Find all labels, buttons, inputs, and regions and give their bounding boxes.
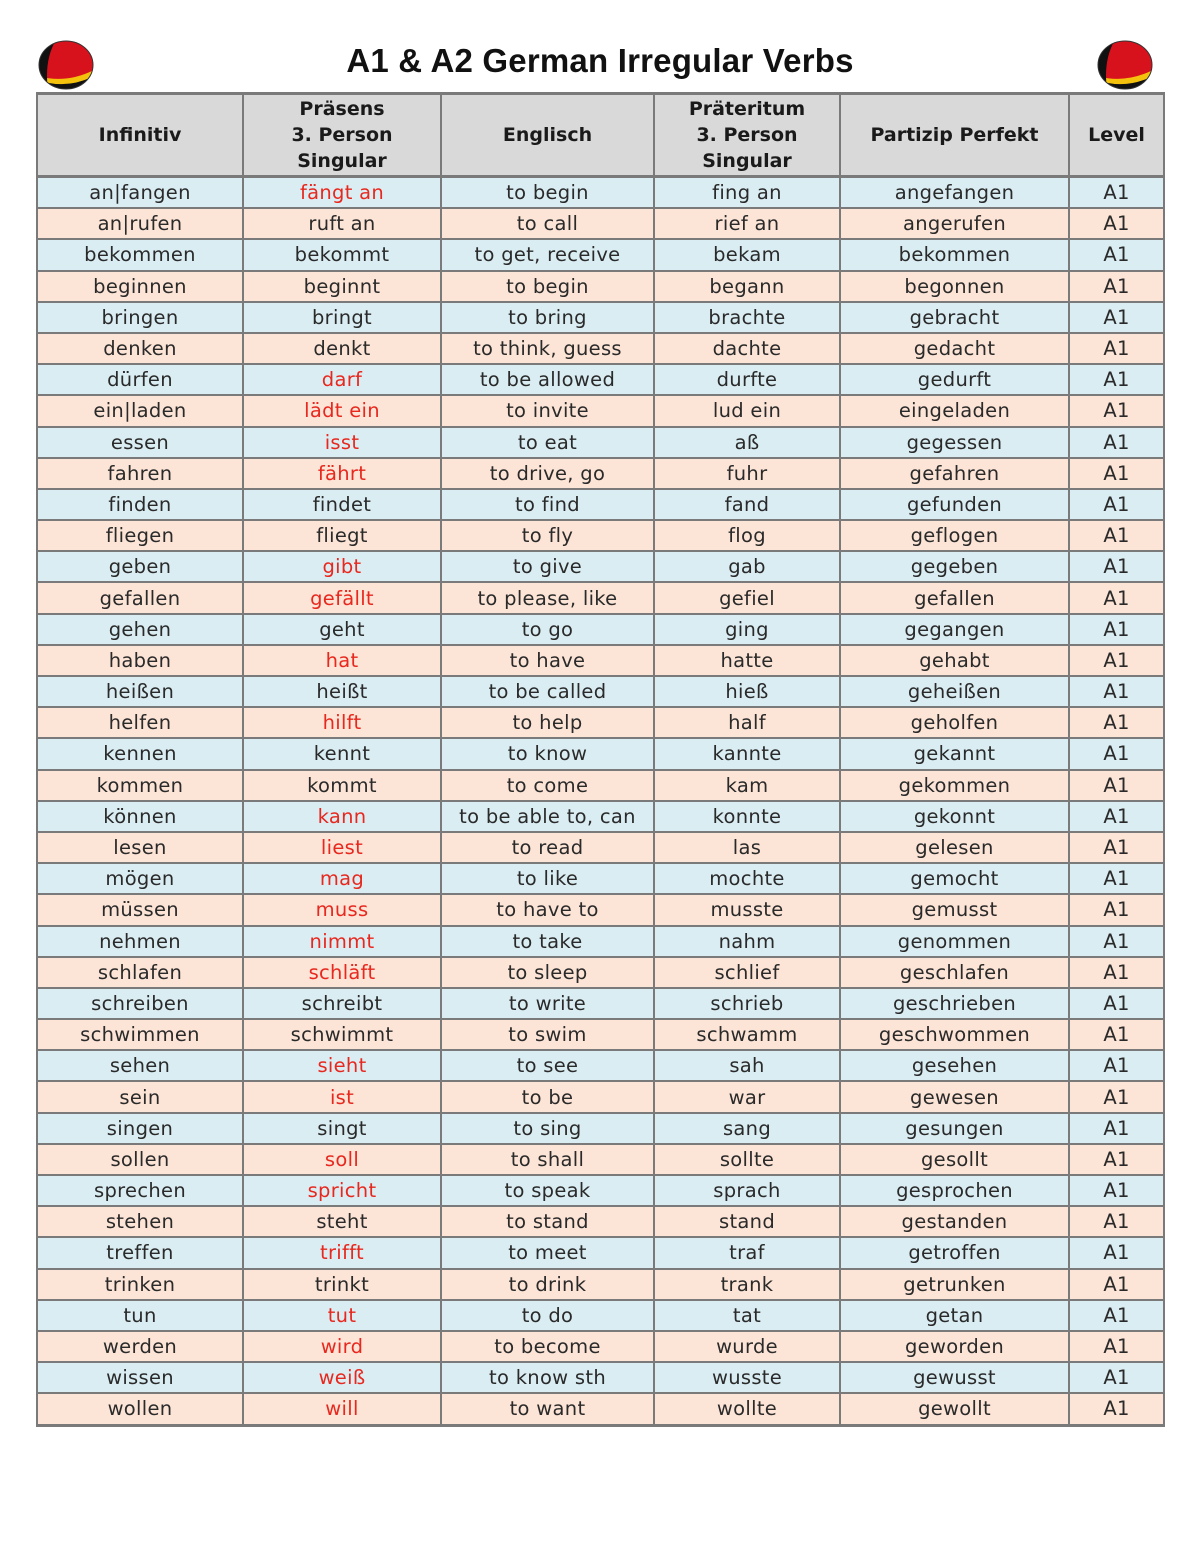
- cell-level: A1: [1069, 1300, 1164, 1331]
- table-row: [37, 1331, 1164, 1362]
- cell-praeteritum: kam: [654, 770, 840, 801]
- table-row: [37, 1393, 1164, 1425]
- cell-level: A1: [1069, 832, 1164, 863]
- cell-praeteritum: dachte: [654, 333, 840, 364]
- table-body: [37, 177, 1164, 1426]
- cell-infinitiv: essen: [37, 427, 243, 458]
- cell-praesens: spricht: [243, 1175, 441, 1206]
- cell-infinitiv: gehen: [37, 614, 243, 645]
- table-row: [37, 957, 1164, 988]
- cell-englisch: to drink: [441, 1269, 654, 1300]
- cell-infinitiv: schwimmen: [37, 1019, 243, 1050]
- cell-partizip-perfekt: genommen: [840, 926, 1069, 957]
- cell-praeteritum: gab: [654, 551, 840, 582]
- cell-praeteritum: nahm: [654, 926, 840, 957]
- cell-praesens: hilft: [243, 707, 441, 738]
- cell-englisch: to go: [441, 614, 654, 645]
- cell-praesens: tut: [243, 1300, 441, 1331]
- header-englisch: Englisch: [441, 94, 654, 177]
- cell-englisch: to be called: [441, 676, 654, 707]
- cell-praesens: bekommt: [243, 239, 441, 270]
- table-row: [37, 707, 1164, 738]
- cell-level: A1: [1069, 364, 1164, 395]
- table-row: [37, 395, 1164, 426]
- cell-infinitiv: an|rufen: [37, 208, 243, 239]
- cell-praesens: fährt: [243, 458, 441, 489]
- cell-englisch: to like: [441, 863, 654, 894]
- cell-infinitiv: sprechen: [37, 1175, 243, 1206]
- cell-infinitiv: müssen: [37, 894, 243, 925]
- cell-partizip-perfekt: gefahren: [840, 458, 1069, 489]
- cell-praeteritum: sah: [654, 1050, 840, 1081]
- cell-partizip-perfekt: gebracht: [840, 302, 1069, 333]
- cell-level: A1: [1069, 458, 1164, 489]
- cell-infinitiv: mögen: [37, 863, 243, 894]
- cell-praeteritum: schlief: [654, 957, 840, 988]
- cell-englisch: to write: [441, 988, 654, 1019]
- cell-infinitiv: schlafen: [37, 957, 243, 988]
- cell-praeteritum: wusste: [654, 1362, 840, 1393]
- cell-englisch: to take: [441, 926, 654, 957]
- cell-partizip-perfekt: gedurft: [840, 364, 1069, 395]
- cell-praesens: hat: [243, 645, 441, 676]
- cell-infinitiv: wollen: [37, 1393, 243, 1425]
- cell-praesens: geht: [243, 614, 441, 645]
- cell-englisch: to get, receive: [441, 239, 654, 270]
- table-row: [37, 738, 1164, 769]
- table-row: [37, 489, 1164, 520]
- cell-partizip-perfekt: angefangen: [840, 177, 1069, 209]
- cell-praeteritum: wollte: [654, 1393, 840, 1425]
- cell-englisch: to drive, go: [441, 458, 654, 489]
- cell-infinitiv: ein|laden: [37, 395, 243, 426]
- table-row: [37, 427, 1164, 458]
- cell-praesens: schwimmt: [243, 1019, 441, 1050]
- cell-partizip-perfekt: gegeben: [840, 551, 1069, 582]
- cell-level: A1: [1069, 427, 1164, 458]
- table-row: [37, 645, 1164, 676]
- cell-praeteritum: begann: [654, 271, 840, 302]
- cell-praeteritum: trank: [654, 1269, 840, 1300]
- cell-level: A1: [1069, 1269, 1164, 1300]
- cell-level: A1: [1069, 894, 1164, 925]
- cell-englisch: to meet: [441, 1237, 654, 1268]
- cell-praesens: lädt ein: [243, 395, 441, 426]
- cell-englisch: to be: [441, 1081, 654, 1112]
- table-row: [37, 863, 1164, 894]
- table-row: [37, 208, 1164, 239]
- cell-englisch: to give: [441, 551, 654, 582]
- table-row: [37, 582, 1164, 613]
- cell-englisch: to want: [441, 1393, 654, 1425]
- cell-praesens: sieht: [243, 1050, 441, 1081]
- cell-level: A1: [1069, 1081, 1164, 1112]
- cell-praesens: trinkt: [243, 1269, 441, 1300]
- cell-praesens: steht: [243, 1206, 441, 1237]
- cell-level: A1: [1069, 770, 1164, 801]
- table-row: [37, 1050, 1164, 1081]
- cell-level: A1: [1069, 333, 1164, 364]
- cell-level: A1: [1069, 1144, 1164, 1175]
- cell-infinitiv: geben: [37, 551, 243, 582]
- cell-partizip-perfekt: gestanden: [840, 1206, 1069, 1237]
- cell-partizip-perfekt: gemusst: [840, 894, 1069, 925]
- cell-praeteritum: gefiel: [654, 582, 840, 613]
- cell-level: A1: [1069, 177, 1164, 209]
- cell-partizip-perfekt: gefunden: [840, 489, 1069, 520]
- cell-englisch: to have: [441, 645, 654, 676]
- cell-level: A1: [1069, 1050, 1164, 1081]
- cell-infinitiv: dürfen: [37, 364, 243, 395]
- cell-level: A1: [1069, 926, 1164, 957]
- cell-infinitiv: fahren: [37, 458, 243, 489]
- table-row: [37, 832, 1164, 863]
- header-infinitiv: Infinitiv: [37, 94, 243, 177]
- german-flag-logo-icon: [1097, 40, 1153, 90]
- cell-level: A1: [1069, 271, 1164, 302]
- cell-praeteritum: tat: [654, 1300, 840, 1331]
- cell-englisch: to know: [441, 738, 654, 769]
- cell-praesens: trifft: [243, 1237, 441, 1268]
- cell-englisch: to fly: [441, 520, 654, 551]
- cell-praesens: schreibt: [243, 988, 441, 1019]
- table-row: [37, 1300, 1164, 1331]
- cell-level: A1: [1069, 395, 1164, 426]
- cell-infinitiv: singen: [37, 1113, 243, 1144]
- cell-level: A1: [1069, 239, 1164, 270]
- table-row: [37, 1175, 1164, 1206]
- cell-praeteritum: kannte: [654, 738, 840, 769]
- cell-partizip-perfekt: geschrieben: [840, 988, 1069, 1019]
- table-row: [37, 364, 1164, 395]
- table-row: [37, 770, 1164, 801]
- cell-infinitiv: werden: [37, 1331, 243, 1362]
- cell-partizip-perfekt: getrunken: [840, 1269, 1069, 1300]
- cell-praesens: kennt: [243, 738, 441, 769]
- table-row: [37, 271, 1164, 302]
- cell-praesens: will: [243, 1393, 441, 1425]
- cell-praesens: gefällt: [243, 582, 441, 613]
- table-row: [37, 1206, 1164, 1237]
- cell-partizip-perfekt: gegangen: [840, 614, 1069, 645]
- header-level: Level: [1069, 94, 1164, 177]
- cell-praesens: mag: [243, 863, 441, 894]
- table-row: [37, 1362, 1164, 1393]
- cell-englisch: to read: [441, 832, 654, 863]
- header-praesens: Präsens 3. Person Singular: [243, 94, 441, 177]
- cell-level: A1: [1069, 582, 1164, 613]
- cell-infinitiv: nehmen: [37, 926, 243, 957]
- cell-englisch: to have to: [441, 894, 654, 925]
- cell-englisch: to please, like: [441, 582, 654, 613]
- cell-infinitiv: sein: [37, 1081, 243, 1112]
- cell-level: A1: [1069, 614, 1164, 645]
- cell-partizip-perfekt: gehabt: [840, 645, 1069, 676]
- cell-partizip-perfekt: geschwommen: [840, 1019, 1069, 1050]
- cell-level: A1: [1069, 1393, 1164, 1425]
- cell-englisch: to find: [441, 489, 654, 520]
- table-row: [37, 302, 1164, 333]
- cell-infinitiv: schreiben: [37, 988, 243, 1019]
- cell-praesens: fängt an: [243, 177, 441, 209]
- cell-level: A1: [1069, 208, 1164, 239]
- cell-praesens: isst: [243, 427, 441, 458]
- cell-level: A1: [1069, 1175, 1164, 1206]
- cell-praesens: kann: [243, 801, 441, 832]
- cell-praesens: wird: [243, 1331, 441, 1362]
- cell-praeteritum: fing an: [654, 177, 840, 209]
- cell-level: A1: [1069, 1206, 1164, 1237]
- cell-englisch: to swim: [441, 1019, 654, 1050]
- cell-englisch: to sleep: [441, 957, 654, 988]
- cell-infinitiv: können: [37, 801, 243, 832]
- cell-englisch: to stand: [441, 1206, 654, 1237]
- header-praeteritum: Präteritum 3. Person Singular: [654, 94, 840, 177]
- cell-praeteritum: fuhr: [654, 458, 840, 489]
- cell-infinitiv: wissen: [37, 1362, 243, 1393]
- cell-praeteritum: war: [654, 1081, 840, 1112]
- cell-level: A1: [1069, 551, 1164, 582]
- cell-partizip-perfekt: geheißen: [840, 676, 1069, 707]
- cell-praeteritum: las: [654, 832, 840, 863]
- cell-praeteritum: schwamm: [654, 1019, 840, 1050]
- cell-englisch: to help: [441, 707, 654, 738]
- cell-partizip-perfekt: bekommen: [840, 239, 1069, 270]
- cell-partizip-perfekt: gesungen: [840, 1113, 1069, 1144]
- cell-partizip-perfekt: gesehen: [840, 1050, 1069, 1081]
- cell-praeteritum: sang: [654, 1113, 840, 1144]
- cell-praeteritum: sprach: [654, 1175, 840, 1206]
- cell-praesens: schläft: [243, 957, 441, 988]
- cell-praesens: liest: [243, 832, 441, 863]
- table-row: [37, 520, 1164, 551]
- cell-praeteritum: sollte: [654, 1144, 840, 1175]
- table-row: [37, 676, 1164, 707]
- cell-infinitiv: treffen: [37, 1237, 243, 1268]
- cell-partizip-perfekt: begonnen: [840, 271, 1069, 302]
- cell-infinitiv: an|fangen: [37, 177, 243, 209]
- page-header: [0, 0, 1200, 92]
- table-row: [37, 801, 1164, 832]
- cell-level: A1: [1069, 863, 1164, 894]
- cell-level: A1: [1069, 645, 1164, 676]
- cell-praeteritum: stand: [654, 1206, 840, 1237]
- table-row: [37, 1081, 1164, 1112]
- cell-partizip-perfekt: gesprochen: [840, 1175, 1069, 1206]
- cell-praesens: heißt: [243, 676, 441, 707]
- cell-praeteritum: hieß: [654, 676, 840, 707]
- cell-englisch: to begin: [441, 177, 654, 209]
- cell-praesens: fliegt: [243, 520, 441, 551]
- table-row: [37, 1113, 1164, 1144]
- cell-partizip-perfekt: geflogen: [840, 520, 1069, 551]
- cell-level: A1: [1069, 302, 1164, 333]
- cell-partizip-perfekt: gelesen: [840, 832, 1069, 863]
- cell-partizip-perfekt: gewusst: [840, 1362, 1069, 1393]
- cell-level: A1: [1069, 1237, 1164, 1268]
- cell-level: A1: [1069, 707, 1164, 738]
- cell-praesens: ruft an: [243, 208, 441, 239]
- cell-partizip-perfekt: gekommen: [840, 770, 1069, 801]
- cell-infinitiv: sehen: [37, 1050, 243, 1081]
- cell-infinitiv: kommen: [37, 770, 243, 801]
- cell-infinitiv: trinken: [37, 1269, 243, 1300]
- cell-praeteritum: aß: [654, 427, 840, 458]
- cell-level: A1: [1069, 520, 1164, 551]
- cell-praeteritum: konnte: [654, 801, 840, 832]
- cell-level: A1: [1069, 1019, 1164, 1050]
- cell-englisch: to know sth: [441, 1362, 654, 1393]
- cell-praeteritum: bekam: [654, 239, 840, 270]
- cell-englisch: to do: [441, 1300, 654, 1331]
- cell-praeteritum: wurde: [654, 1331, 840, 1362]
- table-row: [37, 926, 1164, 957]
- cell-level: A1: [1069, 1113, 1164, 1144]
- cell-level: A1: [1069, 1331, 1164, 1362]
- cell-level: A1: [1069, 801, 1164, 832]
- table-row: [37, 988, 1164, 1019]
- cell-level: A1: [1069, 738, 1164, 769]
- cell-infinitiv: gefallen: [37, 582, 243, 613]
- table-row: [37, 1237, 1164, 1268]
- cell-level: A1: [1069, 957, 1164, 988]
- cell-praesens: singt: [243, 1113, 441, 1144]
- cell-praesens: beginnt: [243, 271, 441, 302]
- cell-praesens: kommt: [243, 770, 441, 801]
- cell-praeteritum: hatte: [654, 645, 840, 676]
- cell-praesens: findet: [243, 489, 441, 520]
- table-row: [37, 1144, 1164, 1175]
- cell-praesens: ist: [243, 1081, 441, 1112]
- cell-praesens: darf: [243, 364, 441, 395]
- cell-partizip-perfekt: gekonnt: [840, 801, 1069, 832]
- cell-infinitiv: kennen: [37, 738, 243, 769]
- cell-partizip-perfekt: getan: [840, 1300, 1069, 1331]
- cell-partizip-perfekt: gesollt: [840, 1144, 1069, 1175]
- cell-level: A1: [1069, 1362, 1164, 1393]
- header-partizip-perfekt: Partizip Perfekt: [840, 94, 1069, 177]
- cell-praeteritum: brachte: [654, 302, 840, 333]
- cell-partizip-perfekt: gekannt: [840, 738, 1069, 769]
- cell-englisch: to invite: [441, 395, 654, 426]
- cell-level: A1: [1069, 489, 1164, 520]
- cell-englisch: to see: [441, 1050, 654, 1081]
- cell-praeteritum: durfte: [654, 364, 840, 395]
- cell-partizip-perfekt: gemocht: [840, 863, 1069, 894]
- cell-partizip-perfekt: geschlafen: [840, 957, 1069, 988]
- cell-partizip-perfekt: geworden: [840, 1331, 1069, 1362]
- cell-englisch: to speak: [441, 1175, 654, 1206]
- page-title: A1 & A2 German Irregular Verbs: [346, 42, 854, 79]
- table-row: [37, 177, 1164, 209]
- cell-praesens: muss: [243, 894, 441, 925]
- cell-infinitiv: fliegen: [37, 520, 243, 551]
- cell-praeteritum: schrieb: [654, 988, 840, 1019]
- cell-praeteritum: rief an: [654, 208, 840, 239]
- cell-praesens: gibt: [243, 551, 441, 582]
- cell-infinitiv: finden: [37, 489, 243, 520]
- cell-infinitiv: bekommen: [37, 239, 243, 270]
- cell-partizip-perfekt: gegessen: [840, 427, 1069, 458]
- cell-partizip-perfekt: geholfen: [840, 707, 1069, 738]
- table-row: [37, 551, 1164, 582]
- cell-englisch: to come: [441, 770, 654, 801]
- cell-englisch: to call: [441, 208, 654, 239]
- table-row: [37, 333, 1164, 364]
- cell-infinitiv: heißen: [37, 676, 243, 707]
- cell-partizip-perfekt: gedacht: [840, 333, 1069, 364]
- cell-praeteritum: musste: [654, 894, 840, 925]
- table-row: [37, 894, 1164, 925]
- cell-infinitiv: bringen: [37, 302, 243, 333]
- cell-englisch: to be able to, can: [441, 801, 654, 832]
- cell-praesens: soll: [243, 1144, 441, 1175]
- cell-englisch: to become: [441, 1331, 654, 1362]
- verb-table-container: [36, 92, 1163, 1427]
- cell-infinitiv: tun: [37, 1300, 243, 1331]
- cell-infinitiv: haben: [37, 645, 243, 676]
- cell-infinitiv: stehen: [37, 1206, 243, 1237]
- cell-partizip-perfekt: gefallen: [840, 582, 1069, 613]
- cell-praeteritum: traf: [654, 1237, 840, 1268]
- cell-infinitiv: beginnen: [37, 271, 243, 302]
- table-row: [37, 1269, 1164, 1300]
- cell-infinitiv: lesen: [37, 832, 243, 863]
- cell-infinitiv: sollen: [37, 1144, 243, 1175]
- cell-praesens: weiß: [243, 1362, 441, 1393]
- cell-partizip-perfekt: gewollt: [840, 1393, 1069, 1425]
- cell-englisch: to eat: [441, 427, 654, 458]
- cell-praeteritum: half: [654, 707, 840, 738]
- cell-praeteritum: mochte: [654, 863, 840, 894]
- cell-infinitiv: denken: [37, 333, 243, 364]
- cell-praeteritum: lud ein: [654, 395, 840, 426]
- table-row: [37, 458, 1164, 489]
- cell-praeteritum: fand: [654, 489, 840, 520]
- cell-level: A1: [1069, 988, 1164, 1019]
- cell-englisch: to shall: [441, 1144, 654, 1175]
- cell-praeteritum: ging: [654, 614, 840, 645]
- cell-praesens: bringt: [243, 302, 441, 333]
- verb-table: [36, 92, 1165, 1427]
- cell-praeteritum: flog: [654, 520, 840, 551]
- cell-englisch: to bring: [441, 302, 654, 333]
- table-header-row: [37, 94, 1164, 177]
- cell-partizip-perfekt: gewesen: [840, 1081, 1069, 1112]
- cell-level: A1: [1069, 676, 1164, 707]
- cell-praesens: nimmt: [243, 926, 441, 957]
- cell-partizip-perfekt: getroffen: [840, 1237, 1069, 1268]
- cell-englisch: to begin: [441, 271, 654, 302]
- table-row: [37, 1019, 1164, 1050]
- cell-englisch: to sing: [441, 1113, 654, 1144]
- cell-infinitiv: helfen: [37, 707, 243, 738]
- cell-partizip-perfekt: eingeladen: [840, 395, 1069, 426]
- cell-englisch: to be allowed: [441, 364, 654, 395]
- cell-partizip-perfekt: angerufen: [840, 208, 1069, 239]
- table-row: [37, 239, 1164, 270]
- table-row: [37, 614, 1164, 645]
- cell-praesens: denkt: [243, 333, 441, 364]
- cell-englisch: to think, guess: [441, 333, 654, 364]
